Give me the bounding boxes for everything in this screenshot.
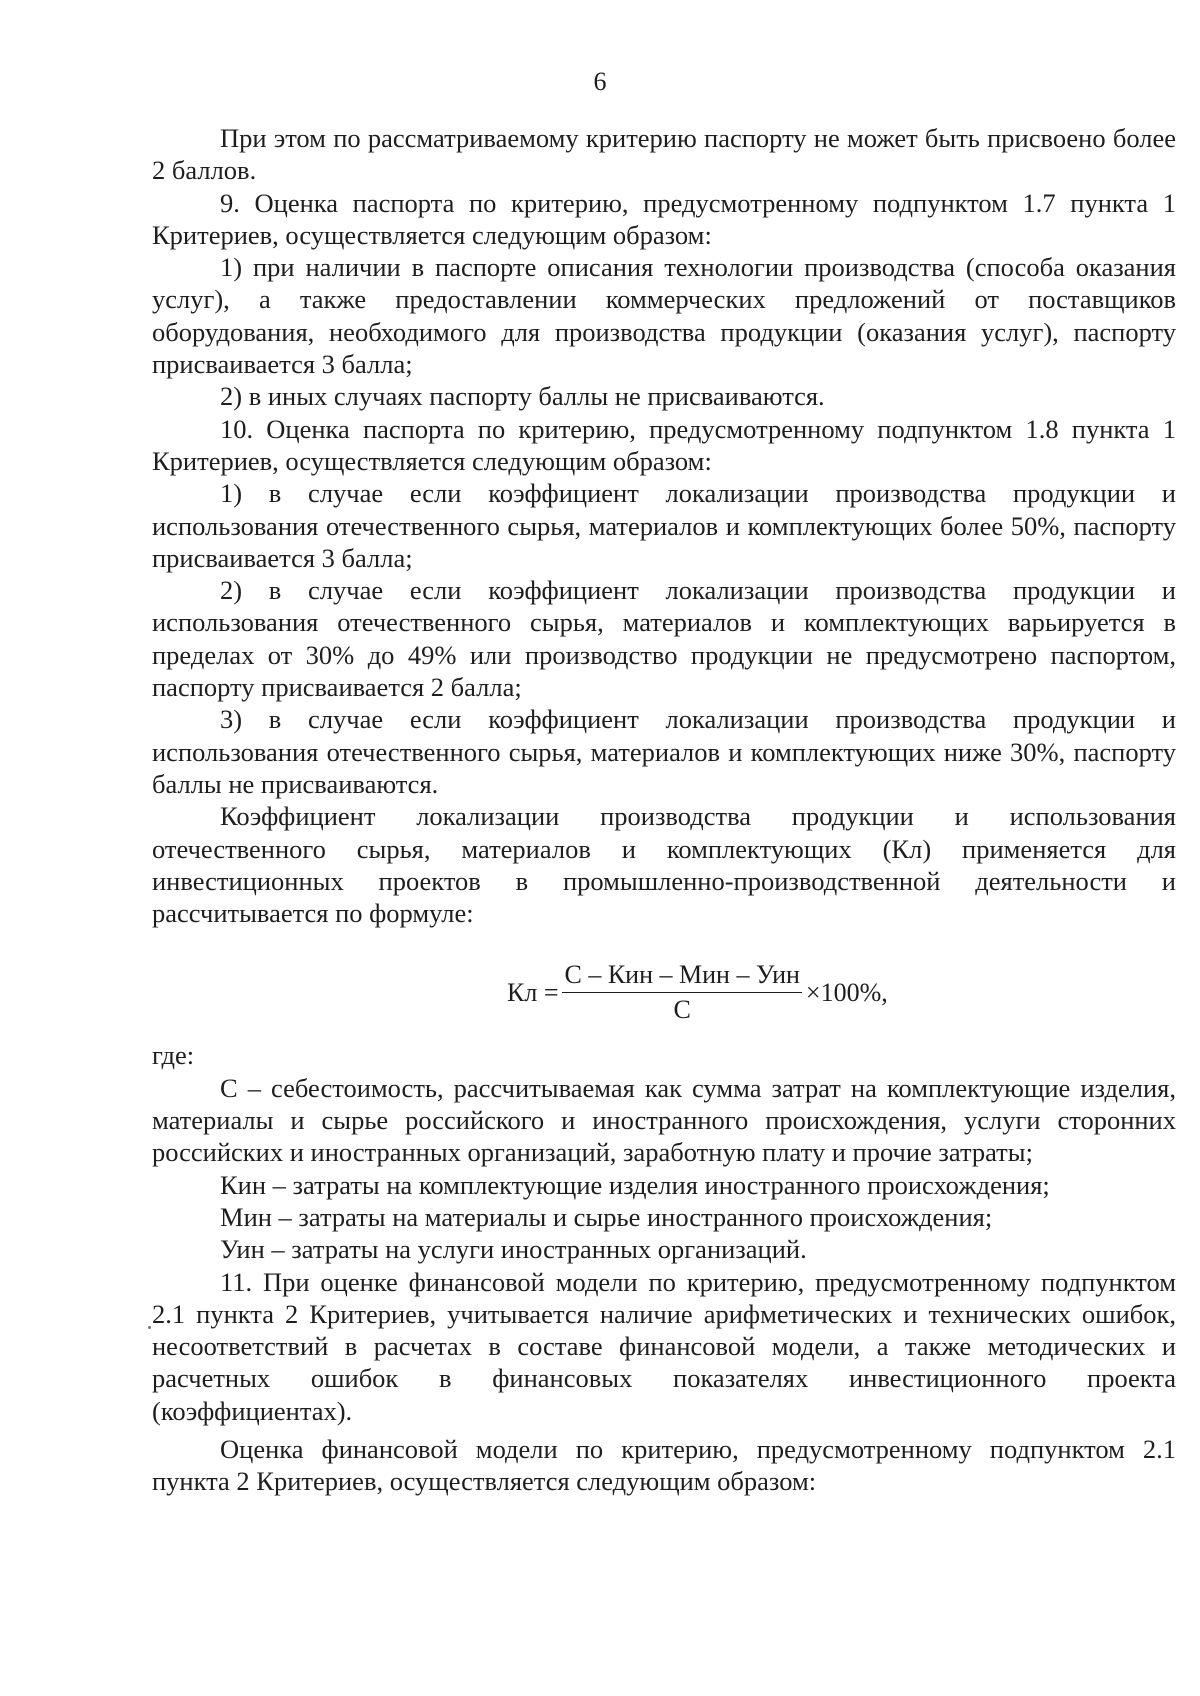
paragraph: Уин – затраты на услуги иностранных организаций.: [220, 1234, 807, 1265]
paragraphs-top: [152, 122, 1176, 929]
formula-block: [152, 939, 1176, 1039]
paragraph: С – себестоимость, рассчитываемая как сумма затрат на комплектующие изделия, материалы и сырье российского и иностранного происхождения, услуги сторонних российских и иностранных организаций, заработную плату и прочие затраты;: [152, 1072, 1176, 1168]
scan-speck: [148, 1326, 151, 1329]
localization-formula: [507, 961, 888, 1024]
formula-numerator: С – Кин – Мин – Уин: [562, 961, 801, 993]
paragraph: 10. Оценка паспорта по критерию, предусмотренному подпунктом 1.8 пункта 1 Критериев, осуществляется следующим образом:: [152, 413, 1176, 476]
page-number: 6: [593, 67, 607, 96]
paragraph: 1) в случае если коэффициент локализации производства продукции и использования отечественного сырья, материалов и комплектующих более 50%, паспорту присваивается 3 балла;: [152, 478, 1176, 573]
formula-denominator: С: [673, 995, 691, 1025]
paragraph: 11. При оценке финансовой модели по критерию, предусмотренному подпунктом 2.1 пункта 2 Критериев, учитывается наличие арифметических и технических ошибок, несоответствий в расчетах в составе финансовой модели, а также методических и расчетных ошибок в финансовых показателях инвестиционного проекта (коэффициентах).: [152, 1266, 1176, 1426]
formula-lhs: Кл =: [507, 977, 559, 1007]
paragraph: 9. Оценка паспорта по критерию, предусмотренному подпунктом 1.7 пункта 1 Критериев, осуществляется следующим образом:: [152, 187, 1176, 250]
paragraph: 2) в иных случаях паспорту баллы не присваиваются.: [220, 381, 825, 412]
paragraph: Коэффициент локализации производства продукции и использования отечественного сырья, материалов и комплектующих (Кл) применяется для инвестиционных проектов в промышленно-производственной деятельности и рассчитывается по формуле:: [152, 801, 1176, 929]
paragraph: 2) в случае если коэффициент локализации производства продукции и использования отечественного сырья, материалов и комплектующих варьируется в пределах от 30% до 49% или производство продукции не предусмотрено паспортом, паспорту присваивается 2 балла;: [152, 575, 1176, 703]
paragraphs-bottom: [152, 1072, 1176, 1498]
formula-rhs: ×100%,: [805, 977, 888, 1007]
paragraph: Кин – затраты на комплектующие изделия иностранного происхождения;: [220, 1169, 1050, 1200]
paragraph: 3) в случае если коэффициент локализации производства продукции и использования отечественного сырья, материалов и комплектующих ниже 30%, паспорту баллы не присваиваются.: [152, 704, 1176, 799]
where-label: где:: [152, 1040, 195, 1071]
paragraph: 1) при наличии в паспорте описания технологии производства (способа оказания услуг), а также предоставлении коммерческих предложений от поставщиков оборудования, необходимого для производства продукции (оказания услуг), паспорту присваивается 3 балла;: [152, 252, 1176, 380]
paragraph: Мин – затраты на материалы и сырье иностранного происхождения;: [220, 1201, 993, 1232]
paragraph: Оценка финансовой модели по критерию, предусмотренному подпунктом 2.1 пункта 2 Критериев, осуществляется следующим образом:: [152, 1433, 1176, 1497]
document-body: [152, 122, 1176, 1498]
formula-fraction: [562, 961, 801, 1024]
paragraph: При этом по рассматриваемому критерию паспорту не может быть присвоено более 2 баллов.: [152, 123, 1176, 186]
